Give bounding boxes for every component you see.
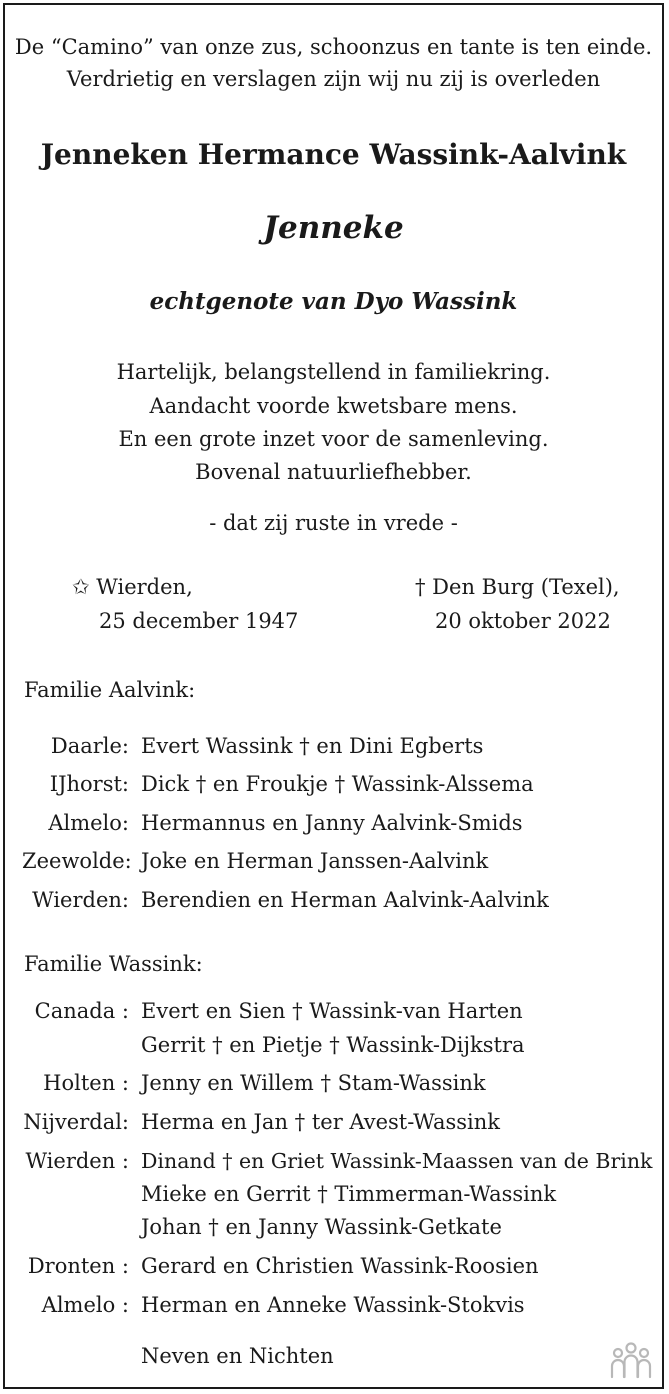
blessing: - dat zij ruste in vrede - (209, 511, 458, 535)
wassink-place-4: Wierden : (25, 1149, 129, 1173)
birth-date: 25 december 1947 (99, 609, 299, 633)
intro-line-1: De “Camino” van onze zus, schoonzus en tante is ten einde. (14, 35, 653, 59)
wassink-names-4b: Mieke en Gerrit † Timmerman-Wassink (141, 1182, 557, 1206)
death-place: † Den Burg (Texel), (415, 575, 620, 599)
aalvink-place-2: IJhorst: (49, 772, 129, 796)
tribute-line-2: Aandacht voorde kwetsbare mens. (149, 394, 518, 418)
death-date: 20 oktober 2022 (435, 609, 611, 633)
intro-line-2: Verdrietig en verslagen zijn wij nu zij is overleden (66, 67, 601, 91)
wassink-names-3: Herma en Jan † ter Avest-Wassink (141, 1110, 500, 1134)
wassink-names-5: Gerard en Christien Wassink-Roosien (141, 1254, 539, 1278)
wassink-names-1a: Evert en Sien † Wassink-van Harten (141, 999, 523, 1023)
birth-place: ✩ Wierden, (72, 575, 193, 599)
aalvink-names-2: Dick † en Froukje † Wassink-Alssema (141, 772, 534, 796)
aalvink-place-5: Wierden: (32, 888, 129, 912)
aalvink-names-4: Joke en Herman Janssen-Aalvink (141, 849, 489, 873)
wassink-names-1b: Gerrit † en Pietje † Wassink-Dijkstra (141, 1033, 525, 1057)
spouse-line: echtgenote van Dyo Wassink (149, 288, 518, 315)
aalvink-place-1: Daarle: (50, 734, 129, 758)
people-group-icon (608, 1341, 654, 1379)
wassink-names-2: Jenny en Willem † Stam-Wassink (141, 1071, 486, 1095)
aalvink-names-1: Evert Wassink † en Dini Egberts (141, 734, 484, 758)
tribute-line-1: Hartelijk, belangstellend in familiekring. (116, 360, 551, 384)
deceased-full-name: Jenneken Hermance Wassink-Aalvink (40, 138, 627, 171)
tribute-line-4: Bovenal natuurliefhebber. (195, 460, 472, 484)
wassink-names-6: Herman en Anneke Wassink-Stokvis (141, 1293, 525, 1317)
aalvink-place-4: Zeewolde: (22, 849, 132, 873)
deceased-call-name: Jenneke (263, 210, 404, 246)
family-wassink-heading: Familie Wassink: (24, 952, 203, 976)
closing-line: Neven en Nichten (141, 1344, 334, 1368)
wassink-place-5: Dronten : (27, 1254, 129, 1278)
aalvink-place-3: Almelo: (48, 811, 129, 835)
family-aalvink-heading: Familie Aalvink: (24, 678, 196, 702)
wassink-place-1: Canada : (34, 999, 129, 1023)
wassink-place-3: Nijverdal: (23, 1110, 129, 1134)
aalvink-names-3: Hermannus en Janny Aalvink-Smids (141, 811, 523, 835)
wassink-names-4a: Dinand † en Griet Wassink-Maassen van de Brink (141, 1149, 653, 1173)
wassink-names-4c: Johan † en Janny Wassink-Getkate (141, 1215, 502, 1239)
wassink-place-2: Holten : (43, 1071, 129, 1095)
wassink-place-6: Almelo : (41, 1293, 129, 1317)
tribute-line-3: En een grote inzet voor de samenleving. (118, 427, 549, 451)
aalvink-names-5: Berendien en Herman Aalvink-Aalvink (141, 888, 549, 912)
obituary-card (3, 3, 664, 1389)
